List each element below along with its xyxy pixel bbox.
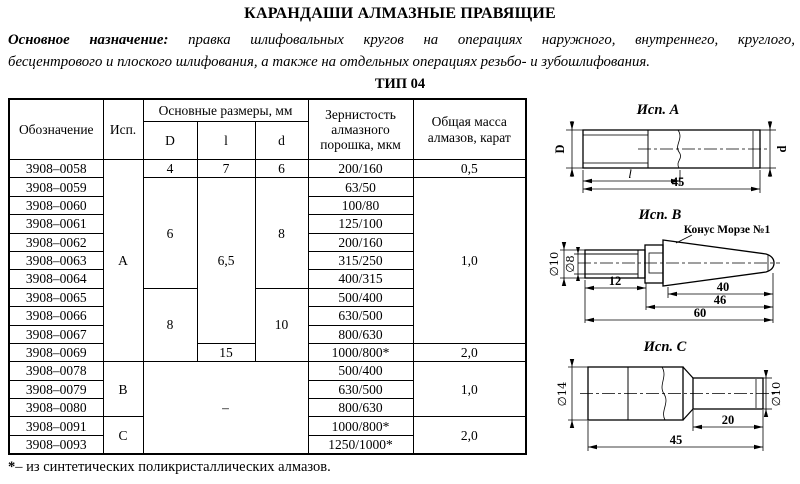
dim-label-D: D [553,144,567,154]
grain-cell: 100/80 [308,196,413,214]
header-version: Исп. [103,99,143,160]
version-cell-b: В [103,362,143,417]
grain-cell: 500/400 [308,288,413,306]
pencil-c-body [580,367,775,420]
dimension-20 [693,410,763,451]
mass-cell: 1,0 [413,362,526,417]
dia-label-14: ∅14 [555,381,569,407]
purpose-text-1: правка шлифовальных кругов на операциях наружного, внутреннего, круглого, [188,32,796,48]
dim-label-l: l [628,166,632,181]
pencil-a-body [583,130,768,168]
dimension-dia10-shank [763,370,783,417]
type-heading: ТИП 04 [374,76,426,92]
header-dim-d: d [255,122,308,160]
drawing-b-title: Исп. В [638,207,682,223]
designation-cell: 3908–0063 [9,251,103,269]
designation-cell: 3908–0093 [9,435,103,453]
grain-cell: 800/630 [308,325,413,343]
header-designation: Обозначение [9,99,103,160]
designation-cell: 3908–0064 [9,270,103,288]
header-dim-D: D [143,122,197,160]
mass-cell: 2,0 [413,343,526,361]
grain-cell: 500/400 [308,362,413,380]
mass-cell: 1,0 [413,178,526,344]
header-grain: Зернистость алмазного порошка, мкм [308,99,413,160]
page-title: КАРАНДАШИ АЛМАЗНЫЕ ПРАВЯЩИЕ [244,5,556,22]
dim-label-45: 45 [671,175,685,189]
designation-cell: 3908–0080 [9,399,103,417]
dim-l-cell: 15 [197,343,255,361]
dims-none-cell: – [143,362,308,454]
dim-D-cell: 4 [143,160,197,178]
grain-cell: 630/500 [308,307,413,325]
dimension-60 [585,306,773,322]
dia-label-8: ∅8 [563,255,577,273]
dimension-D [553,121,583,177]
designation-cell: 3908–0058 [9,160,103,178]
designation-cell: 3908–0066 [9,307,103,325]
drawing-a-title: Исп. А [636,102,680,118]
dim-label-45c: 45 [669,433,683,447]
drawing-version-b [530,199,800,325]
designation-cell: 3908–0067 [9,325,103,343]
purpose-label: Основное назначение: [8,32,169,48]
dimension-45 [583,170,760,193]
designation-cell: 3908–0078 [9,362,103,380]
dia-label-10-shank: ∅10 [769,381,783,407]
grain-cell: 1000/800* [308,417,413,435]
designation-cell: 3908–0079 [9,380,103,398]
mass-cell: 0,5 [413,160,526,178]
drawing-version-a [530,95,800,199]
dim-label-46: 46 [713,293,727,307]
dim-label-60: 60 [693,306,707,320]
dimension-45c [588,421,763,451]
grain-cell: 63/50 [308,178,413,196]
dim-l-cell: 7 [197,160,255,178]
dim-d-cell: 8 [255,178,308,288]
dia-label-10: ∅10 [547,251,561,277]
dim-l-cell: 6,5 [197,178,255,344]
dimension-12 [585,274,646,323]
drawing-version-c [530,330,800,484]
designation-cell: 3908–0065 [9,288,103,306]
mass-cell: 2,0 [413,417,526,454]
table-header-row-1 [9,99,526,122]
designation-cell: 3908–0061 [9,215,103,233]
designation-cell: 3908–0062 [9,233,103,251]
designation-cell: 3908–0060 [9,196,103,214]
purpose-paragraph [8,30,795,73]
dim-D-cell: 6 [143,178,197,288]
footnote-text: – из синтетических поликристаллических алмазов. [15,459,331,475]
drawing-c-title: Исп. С [643,339,687,355]
grain-cell: 125/100 [308,215,413,233]
footnote-marker: * [8,459,16,475]
dimension-dia8 [563,247,585,281]
version-cell-c: С [103,417,143,454]
morse-taper-note: Конус Морзе №1 [683,224,771,236]
dim-label-12: 12 [608,274,622,288]
version-cell-a: А [103,160,143,362]
designation-cell: 3908–0059 [9,178,103,196]
designation-cell: 3908–0069 [9,343,103,361]
grain-cell: 200/160 [308,233,413,251]
dim-d-cell: 10 [255,288,308,362]
dim-D-cell: 8 [143,288,197,362]
header-dim-l: l [197,122,255,160]
designation-cell: 3908–0091 [9,417,103,435]
grain-cell: 800/630 [308,399,413,417]
purpose-line-2 [8,52,795,74]
dim-label-d: d [775,145,789,153]
purpose-line-1 [8,30,795,52]
footnote [8,459,331,476]
grain-cell: 630/500 [308,380,413,398]
spec-table [8,98,527,455]
grain-cell: 315/250 [308,251,413,269]
header-dimensions-group: Основные размеры, мм [143,99,308,122]
dim-label-40: 40 [716,280,730,294]
dimension-46 [646,293,773,309]
grain-cell: 1250/1000* [308,435,413,453]
purpose-text-2: бесцентрового и плоского шлифования, а также на отдельных операциях резьбо- и зубошлифования. [8,53,650,70]
grain-cell: 200/160 [308,160,413,178]
header-mass: Общая масса алмазов, карат [413,99,526,160]
dim-label-20: 20 [721,413,735,427]
grain-cell: 1000/800* [308,343,413,361]
grain-cell: 400/315 [308,270,413,288]
table-row [9,362,526,380]
dim-d-cell: 6 [255,160,308,178]
table-row [9,178,526,196]
table-row [9,160,526,178]
